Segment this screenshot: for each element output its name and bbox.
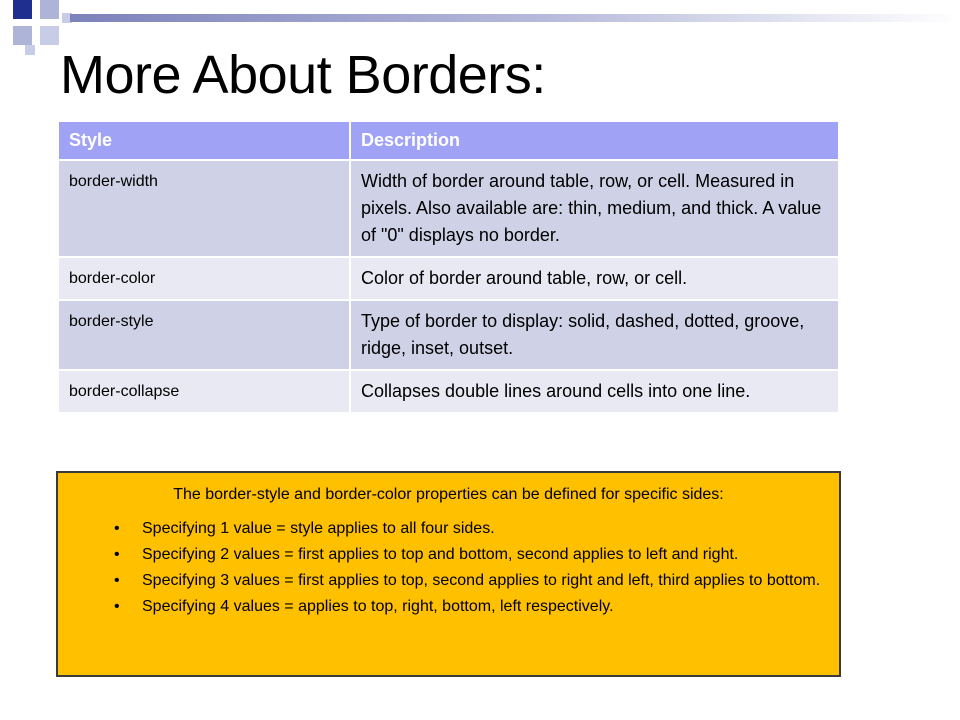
column-header-style: Style	[58, 121, 350, 160]
bullet-text: Specifying 4 values = applies to top, right, bottom, left respectively.	[142, 598, 614, 615]
decor-square-small	[25, 45, 35, 55]
bullet-marker: •	[114, 546, 120, 563]
border-styles-table	[57, 120, 840, 414]
slide-title: More About Borders:	[60, 45, 546, 105]
bullet-text: Specifying 2 values = first applies to top and bottom, second applies to left and right.	[142, 546, 739, 563]
decor-square-pale	[40, 26, 59, 45]
table-row	[58, 370, 839, 413]
bullet-marker: •	[114, 572, 120, 589]
description-cell: Color of border around table, row, or cell.	[350, 257, 839, 300]
title-gradient-bar	[70, 14, 960, 22]
style-name-cell: border-color	[58, 257, 350, 300]
description-cell: Type of border to display: solid, dashed, dotted, groove, ridge, inset, outset.	[350, 300, 839, 370]
bullet-text: Specifying 3 values = first applies to top, second applies to right and left, third applies to bottom.	[142, 572, 821, 589]
table-row	[58, 300, 839, 370]
note-bullet-list	[72, 517, 825, 619]
column-header-description: Description	[350, 121, 839, 160]
list-item	[114, 517, 825, 541]
bullet-marker: •	[114, 520, 120, 537]
style-name-cell: border-collapse	[58, 370, 350, 413]
table-row	[58, 257, 839, 300]
style-name-cell: border-style	[58, 300, 350, 370]
note-intro-text: The border-style and border-color properties can be defined for specific sides:	[173, 486, 724, 503]
list-item	[114, 569, 825, 593]
description-cell: Collapses double lines around cells into one line.	[350, 370, 839, 413]
table-header-row	[58, 121, 839, 160]
table-row	[58, 160, 839, 257]
list-item	[114, 595, 825, 619]
decor-square-light	[13, 26, 32, 45]
decor-square-light	[40, 0, 59, 19]
style-name-cell: border-width	[58, 160, 350, 257]
bullet-text: Specifying 1 value = style applies to all four sides.	[142, 520, 495, 537]
bullet-marker: •	[114, 598, 120, 615]
decor-square-dark	[13, 0, 32, 19]
list-item	[114, 543, 825, 567]
sides-note-box	[56, 471, 841, 677]
description-cell: Width of border around table, row, or cell. Measured in pixels. Also available are: thin, medium, and thick. A value of "0" displays no border.	[350, 160, 839, 257]
